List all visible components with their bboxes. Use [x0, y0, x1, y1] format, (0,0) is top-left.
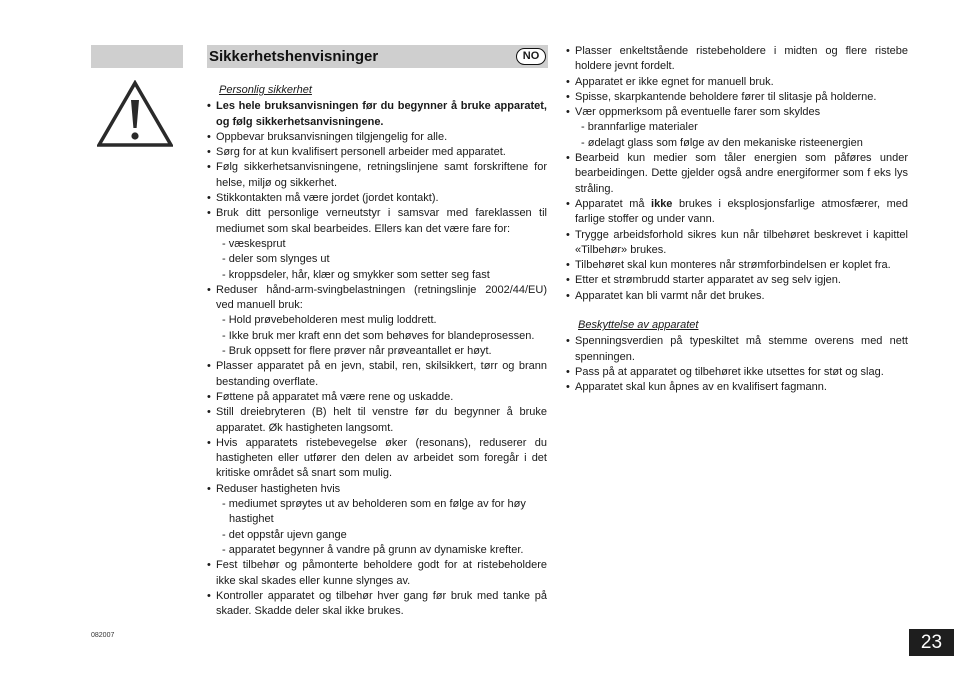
bullet-item: • Apparatet skal kun åpnes av en kvalifisert fagmann.: [566, 380, 908, 395]
sub-item: - brannfarlige materialer: [581, 121, 698, 134]
side-gray-bar: [91, 45, 183, 68]
section-header: [207, 45, 548, 68]
bullet-item: • Etter et strømbrudd starter apparatet av seg selv igjen.: [566, 273, 908, 288]
bullet-item: • Plasser enkeltstående ristebeholdere i midten og flere ristebe holdere jevnt fordelt.: [566, 44, 908, 75]
bullet-item: • Stikkontakten må være jordet (jordet kontakt).: [207, 191, 547, 206]
right-list: [566, 44, 908, 304]
item-text-post: brukes i eksplosjonsfarlige atmosfærer, med farlige stoffer og under vann.: [575, 197, 908, 226]
sub-item: - Ikke bruk mer kraft enn det som behøves for blandeprosessen.: [222, 329, 535, 342]
sub-item: - væskesprut: [222, 237, 286, 250]
right-list-2: [566, 334, 908, 395]
bullet-item: • Bearbeid kun medier som tåler energien som påføres under bearbeidingen. Dette gjelder også andre energiformer som f eks lys stråling.: [566, 151, 908, 197]
bullet-item: • Apparatet er ikke egnet for manuell bruk.: [566, 75, 908, 90]
bullet-item: • Plasser apparatet på en jevn, stabil, ren, skilsikkert, tørr og brann bestanding overflate.: [207, 359, 547, 390]
document-code: 082007: [91, 632, 115, 639]
bullet-item: • Pass på at apparatet og tilbehøret ikke utsettes for støt og slag.: [566, 365, 908, 380]
bullet-item: • Reduser hastigheten hvis: [207, 482, 547, 497]
right-column: [566, 44, 908, 396]
bullet-item: • Tilbehøret skal kun monteres når strømforbindelsen er koplet fra.: [566, 258, 908, 273]
spacer: [566, 304, 908, 318]
sub-item: - ødelagt glass som følge av den mekaniske risteenergien: [581, 136, 863, 149]
bullet-item: • Føttene på apparatet må være rene og uskadde.: [207, 390, 547, 405]
sub-item: - Hold prøvebeholderen mest mulig loddrett.: [222, 314, 437, 327]
bullet-item: • Spisse, skarpkantende beholdere fører til slitasje på holderne.: [566, 90, 908, 105]
left-list: [207, 99, 547, 619]
bullet-item: • Kontroller apparatet og tilbehør hver gang før bruk med tanke på skader. Skadde deler skal ikke brukes.: [207, 589, 547, 620]
item-text-pre: Apparatet må: [575, 197, 652, 210]
emphasis-word: ikke: [651, 197, 673, 210]
bullet-item: [566, 197, 908, 228]
bullet-item: • Reduser hånd-arm-svingbelastningen (retningslinje 2002/44/EU) ved manuell bruk:: [207, 283, 547, 314]
sub-item: hastighet: [229, 513, 274, 526]
language-badge: NO: [516, 48, 546, 65]
page-number: 23: [909, 629, 954, 656]
left-column: [207, 83, 547, 619]
sub-item: - mediumet sprøytes ut av beholderen som en følge av for høy: [222, 498, 526, 511]
section-title: Sikkerhetshenvisninger: [209, 48, 379, 65]
bullet-item: • Spenningsverdien på typeskiltet må stemme overens med nett spenningen.: [566, 334, 908, 365]
sub-item: - deler som slynges ut: [222, 253, 330, 266]
bullet-item: • Trygge arbeidsforhold sikres kun når tilbehøret beskrevet i kapittel «Tilbehør» brukes.: [566, 228, 908, 259]
sub-item: - Bruk oppsett for flere prøver når prøveantallet er høyt.: [222, 345, 492, 358]
sub-item: - apparatet begynner å vandre på grunn av dynamiske krefter.: [222, 543, 524, 556]
bullet-item: • Les hele bruksanvisningen før du begynner å bruke apparatet, og følg sikkerhetsanvisningene.: [207, 99, 547, 130]
sub-item: - det oppstår ujevn gange: [222, 528, 347, 541]
bullet-item: • Sørg for at kun kvalifisert personell arbeider med apparatet.: [207, 145, 547, 160]
warning-triangle-icon: [97, 80, 173, 148]
bullet-item: • Fest tilbehør og påmonterte beholdere godt for at ristebeholdere ikke skal skades eller kunne slynges av.: [207, 558, 547, 589]
device-protection-heading: Beskyttelse av apparatet: [578, 319, 699, 332]
bullet-item: • Hvis apparatets ristebevegelse øker (resonans), reduserer du hastigheten eller utfører den delen av arbeidet som foregår i det kritiske området så snart som mulig.: [207, 436, 547, 482]
bullet-item: • Bruk ditt personlige verneutstyr i samsvar med fareklassen til mediumet som skal bearbeides. Ellers kan det være fare for:: [207, 206, 547, 237]
bullet-item: • Oppbevar bruksanvisningen tilgjengelig for alle.: [207, 130, 547, 145]
bullet-item: • Vær oppmerksom på eventuelle farer som skyldes: [566, 105, 908, 120]
bullet-item: • Apparatet kan bli varmt når det brukes.: [566, 289, 908, 304]
personal-safety-heading: Personlig sikkerhet: [219, 84, 312, 96]
sub-item: - kroppsdeler, hår, klær og smykker som setter seg fast: [222, 268, 490, 281]
bullet-item: • Still dreiebryteren (B) helt til venstre før du begynner å bruke apparatet. Øk hastigheten langsomt.: [207, 405, 547, 436]
bullet-item: • Følg sikkerhetsanvisningene, retningslinjene samt forskriftene for helse, miljø og sikkerhet.: [207, 160, 547, 191]
